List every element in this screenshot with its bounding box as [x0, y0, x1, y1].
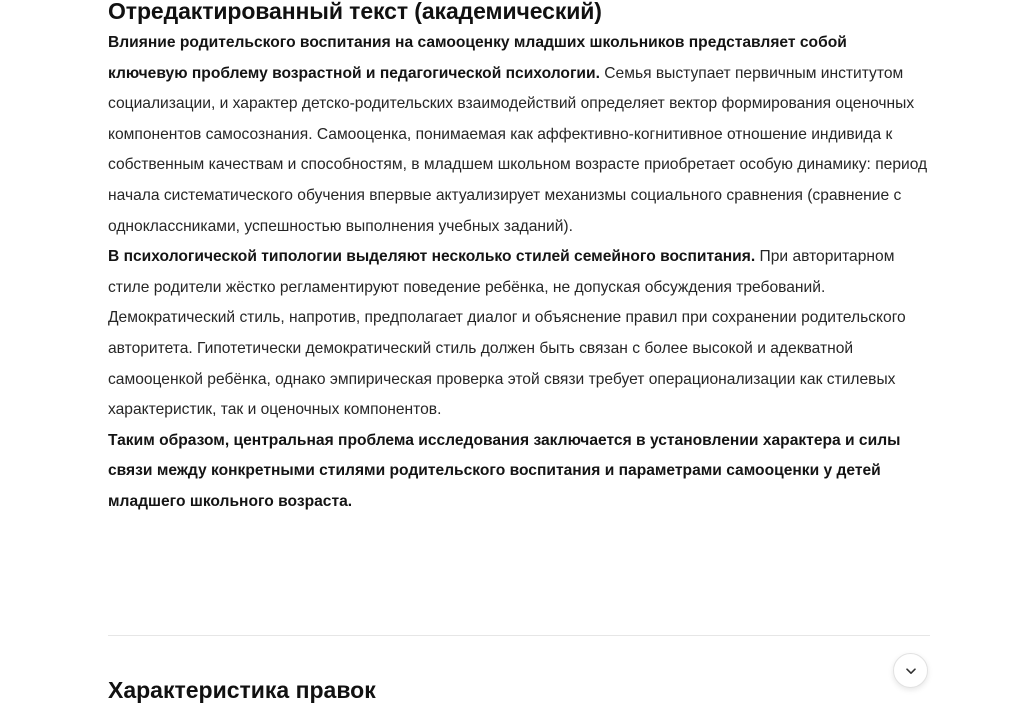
chevron-down-icon — [904, 664, 918, 678]
edited-text-section — [108, 0, 930, 518]
paragraph-intro — [108, 28, 930, 242]
next-section-heading: Характеристика правок — [108, 677, 376, 703]
paragraph-styles-body: При авторитарном стиле родители жёстко регламентируют поведение ребёнка, не допуская обсуждения требований. Демократический стиль, напротив, предполагает диалог и объяснение правил при сохранении родительского авторитета. Гипотетически демократический стиль должен быть связан с более высокой и адекватной самооценкой ребёнка, однако эмпирическая проверка этой связи требует операционализации как стилевых характеристик, так и оценочных компонентов. — [108, 248, 906, 419]
paragraph-intro-lead: Влияние родительского воспитания на самооценку младших школьников представляет собой ключевую проблему возрастной и педагогической психологии. — [108, 34, 847, 82]
scroll-to-bottom-button[interactable] — [893, 653, 928, 688]
paragraph-conclusion-lead: Таким образом, центральная проблема исследования заключается в установлении характера и силы связи между конкретными стилями родительского воспитания и параметрами самооценки у детей младшего школьного возраста. — [108, 431, 901, 510]
paragraph-styles-lead: В психологической типологии выделяют несколько стилей семейного воспитания. — [108, 248, 756, 266]
paragraph-intro-body: Семья выступает первичным институтом социализации, и характер детско-родительских взаимодействий определяет вектор формирования оценочных компонентов самосознания. Самооценка, понимаемая как аффективно-когнитивное отношение индивида к собственным качествам и способностям, в младшем школьном возрасте приобретает особую динамику: период начала систематического обучения впервые актуализирует механизмы социального сравнения (сравнение с одноклассниками, успешностью выполнения учебных заданий). — [108, 64, 928, 235]
paragraph-styles — [108, 242, 930, 426]
section-heading: Отредактированный текст (академический) — [108, 0, 602, 24]
paragraph-conclusion — [108, 426, 930, 518]
section-divider — [108, 635, 930, 636]
